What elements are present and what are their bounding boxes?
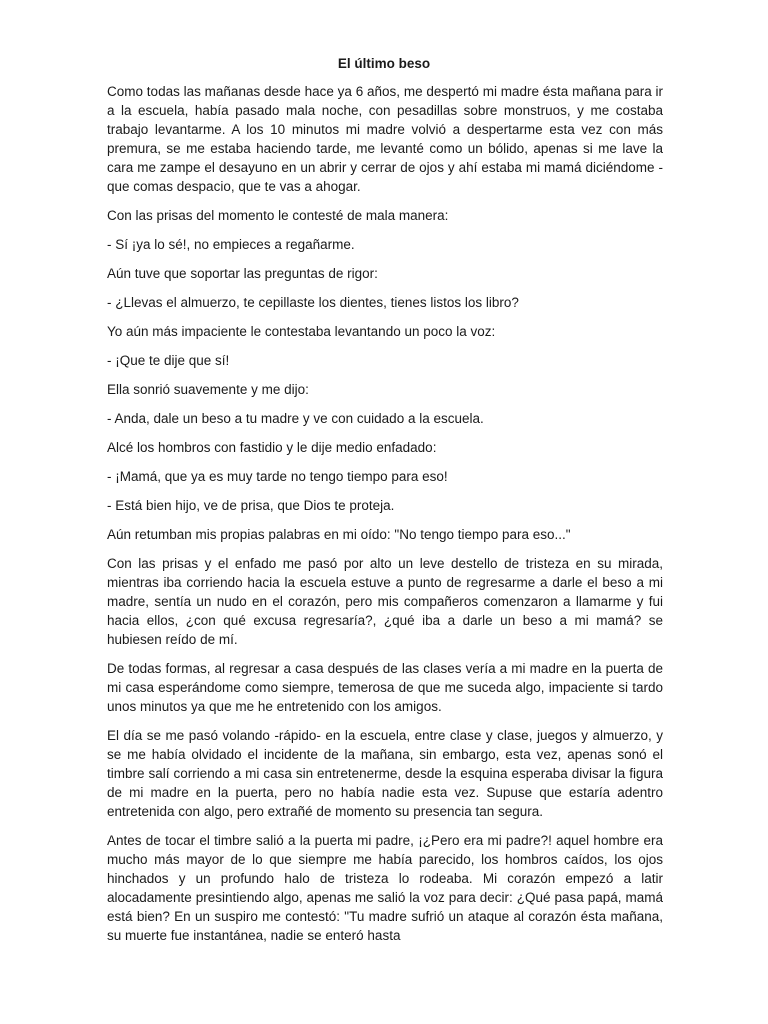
- document-body: [107, 82, 663, 955]
- paragraph-14: Con las prisas y el enfado me pasó por alto un leve destello de tristeza en su mirada, mientras iba corriendo hacia la escuela estuve a punto de regresarme a darle el beso a mi madre, sentía un nudo en el corazón, pero mis compañeros comenzaron a llamarme y fui hacia ellos, ¿con qué excusa regresaría?, ¿qué iba a darle un beso a mi mamá? se hubiesen reído de mí.: [107, 556, 663, 647]
- paragraph-11: - ¡Mamá, que ya es muy tarde no tengo tiempo para eso!: [107, 469, 448, 484]
- paragraph-5: - ¿Llevas el almuerzo, te cepillaste los dientes, tienes listos los libro?: [107, 295, 519, 310]
- paragraph-13: Aún retumban mis propias palabras en mi oído: "No tengo tiempo para eso...": [107, 527, 571, 542]
- document-title: El último beso: [337, 56, 431, 71]
- paragraph-15: De todas formas, al regresar a casa después de las clases vería a mi madre en la puerta de mi casa esperándome como siempre, temerosa de que me suceda algo, impaciente si tardo unos minutos ya que me he entretenido con los amigos.: [107, 661, 663, 714]
- paragraph-6: Yo aún más impaciente le contestaba levantando un poco la voz:: [107, 324, 496, 339]
- paragraph-8: Ella sonrió suavemente y me dijo:: [107, 382, 309, 397]
- paragraph-3: - Sí ¡ya lo sé!, no empieces a regañarme.: [107, 237, 355, 252]
- paragraph-9: - Anda, dale un beso a tu madre y ve con cuidado a la escuela.: [107, 411, 484, 426]
- paragraph-4: Aún tuve que soportar las preguntas de rigor:: [107, 266, 378, 281]
- paragraph-1: Como todas las mañanas desde hace ya 6 años, me despertó mi madre ésta mañana para ir a la escuela, había pasado mala noche, con pesadillas sobre monstruos, y me costaba trabajo levantarme. A los 10 minutos mi madre volvió a despertarme esta vez con más premura, se me estaba haciendo tarde, me levanté como un bólido, apenas si me lave la cara me zampe el desayuno en un abrir y cerrar de ojos y ahí estaba mi mamá diciéndome -que comas despacio, que te vas a ahogar.: [107, 84, 663, 194]
- paragraph-10: Alcé los hombros con fastidio y le dije medio enfadado:: [107, 440, 437, 455]
- paragraph-2: Con las prisas del momento le contesté de mala manera:: [107, 208, 449, 223]
- paragraph-12: - Está bien hijo, ve de prisa, que Dios te proteja.: [107, 498, 395, 513]
- paragraph-16: El día se me pasó volando -rápido- en la escuela, entre clase y clase, juegos y almuerzo, y se me había olvidado el incidente de la mañana, sin embargo, esta vez, apenas sonó el timbre salí corriendo a mi casa sin entretenerme, desde la esquina esperaba divisar la figura de mi madre en la puerta, pero no había nadie esta vez. Supuse que estaría adentro entretenida con algo, pero extrañé de momento su presencia tan segura.: [107, 728, 663, 819]
- paragraph-17: Antes de tocar el timbre salió a la puerta mi padre, ¡¿Pero era mi padre?! aquel hombre era mucho más mayor de lo que siempre me había parecido, los hombros caídos, los ojos hinchados y un profundo halo de tristeza lo rodeaba. Mi corazón empezó a latir alocadamente presintiendo algo, apenas me salió la voz para decir: ¿Qué pasa papá, mamá está bien? En un suspiro me contestó: "Tu madre sufrió un ataque al corazón ésta mañana, su muerte fue instantánea, nadie se enteró hasta: [107, 833, 663, 943]
- paragraph-7: - ¡Que te dije que sí!: [107, 353, 230, 368]
